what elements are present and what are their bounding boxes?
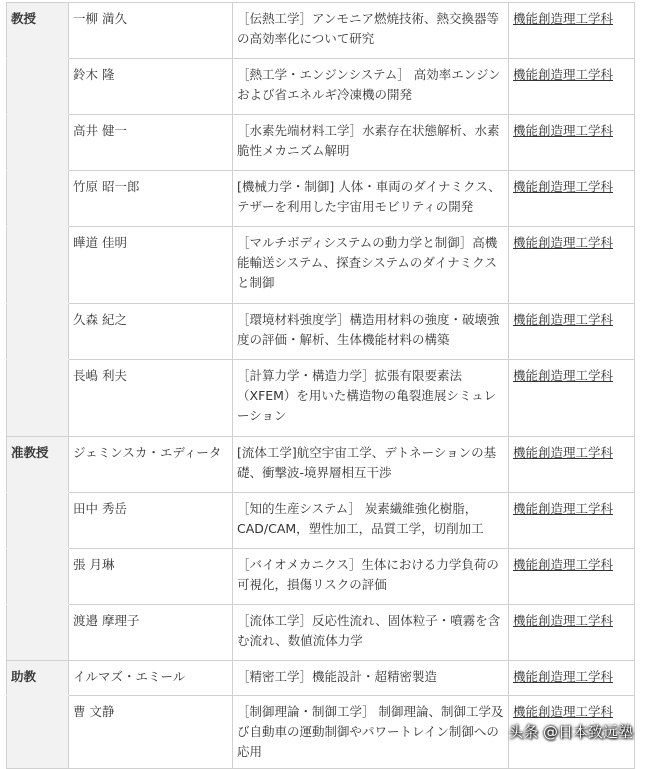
department-link[interactable]: 機能創造理工学科 [513, 704, 614, 719]
department-link[interactable]: 機能創造理工学科 [513, 445, 614, 460]
research-description: ［伝熱工学］アンモニア燃焼技術、熱交換器等の高効率化について研究 [233, 3, 509, 59]
department-link[interactable]: 機能創造理工学科 [513, 368, 614, 383]
rank-cell-empty [7, 227, 69, 304]
rank-cell-empty [7, 304, 69, 360]
faculty-name: 曹 文静 [69, 696, 233, 769]
faculty-name: 曄道 佳明 [69, 227, 233, 304]
department-link[interactable]: 機能創造理工学科 [513, 312, 614, 327]
department-link[interactable]: 機能創造理工学科 [513, 11, 614, 26]
department-link[interactable]: 機能創造理工学科 [513, 613, 614, 628]
faculty-name: 鈴木 隆 [69, 59, 233, 115]
faculty-name: 長嶋 利夫 [69, 360, 233, 437]
research-description: ［計算力学・構造力学］拡張有限要素法（XFEM）を用いた構造物の亀裂進展シミュレーション [233, 360, 509, 437]
department-link[interactable]: 機能創造理工学科 [513, 235, 614, 250]
rank-cell-empty [7, 360, 69, 437]
rank-assistant-label: 助教 [7, 661, 69, 696]
faculty-name: 久森 紀之 [69, 304, 233, 360]
rank-cell-empty [7, 549, 69, 605]
research-description: ［制御理論・制御工学］ 制御理論、制御工学及び自動車の運動制御やパワートレイン制御への応用 [233, 696, 509, 769]
research-description: ［バイオメカニクス］生体における力学負荷の可視化，損傷リスクの評価 [233, 549, 509, 605]
research-description: ［知的生産システム］ 炭素繊維強化樹脂，CAD/CAM，塑性加工，品質工学，切削加工 [233, 493, 509, 549]
faculty-table [6, 2, 635, 769]
table-row [7, 171, 635, 227]
table-row [7, 59, 635, 115]
rank-cell-empty [7, 605, 69, 661]
rank-professor-label: 教授 [7, 3, 69, 59]
faculty-name: 田中 秀岳 [69, 493, 233, 549]
table-row [7, 115, 635, 171]
faculty-name: 一柳 満久 [69, 3, 233, 59]
faculty-name: 張 月琳 [69, 549, 233, 605]
faculty-name: ジェミンスカ・エディータ [69, 437, 233, 493]
department-link[interactable]: 機能創造理工学科 [513, 501, 614, 516]
rank-associate-label: 准教授 [7, 437, 69, 493]
department-link[interactable]: 機能創造理工学科 [513, 669, 614, 684]
rank-cell-empty [7, 171, 69, 227]
research-description: ［流体工学］反応性流れ、固体粒子・噴霧を含む流れ、数値流体力学 [233, 605, 509, 661]
table-row [7, 304, 635, 360]
faculty-name: イルマズ・エミール [69, 661, 233, 696]
faculty-name: 渡邉 摩理子 [69, 605, 233, 661]
rank-cell-empty [7, 493, 69, 549]
research-description: ［マルチボディシステムの動力学と制御］高機能輸送システム、探査システムのダイナミクスと制御 [233, 227, 509, 304]
research-description: ［精密工学］機能設計・超精密製造 [233, 661, 509, 696]
research-description: ［水素先端材料工学］水素存在状態解析、水素脆性メカニズム解明 [233, 115, 509, 171]
faculty-name: 竹原 昭一郎 [69, 171, 233, 227]
watermark-text: 头条 @日本致远塾 [508, 723, 633, 741]
table-row [7, 661, 635, 696]
research-description: ［熱工学・エンジンシステム］ 高効率エンジンおよび省エネルギ冷凍機の開発 [233, 59, 509, 115]
department-link[interactable]: 機能創造理工学科 [513, 179, 614, 194]
table-row [7, 605, 635, 661]
table-row [7, 227, 635, 304]
table-row [7, 493, 635, 549]
department-link[interactable]: 機能創造理工学科 [513, 123, 614, 138]
table-row [7, 360, 635, 437]
research-description: ［環境材料強度学］構造用材料の強度・破壊強度の評価・解析、生体機能材料の構築 [233, 304, 509, 360]
research-description: [機械力学・制御] 人体・車両のダイナミクス、テザーを利用した宇宙用モビリティの開発 [233, 171, 509, 227]
department-link[interactable]: 機能創造理工学科 [513, 557, 614, 572]
table-row [7, 3, 635, 59]
table-row [7, 437, 635, 493]
rank-cell-empty [7, 115, 69, 171]
research-description: [流体工学]航空宇宙工学、デトネーションの基礎、衝撃波-境界層相互干渉 [233, 437, 509, 493]
table-row [7, 549, 635, 605]
rank-cell-empty [7, 59, 69, 115]
department-link[interactable]: 機能創造理工学科 [513, 67, 614, 82]
faculty-name: 高井 健一 [69, 115, 233, 171]
